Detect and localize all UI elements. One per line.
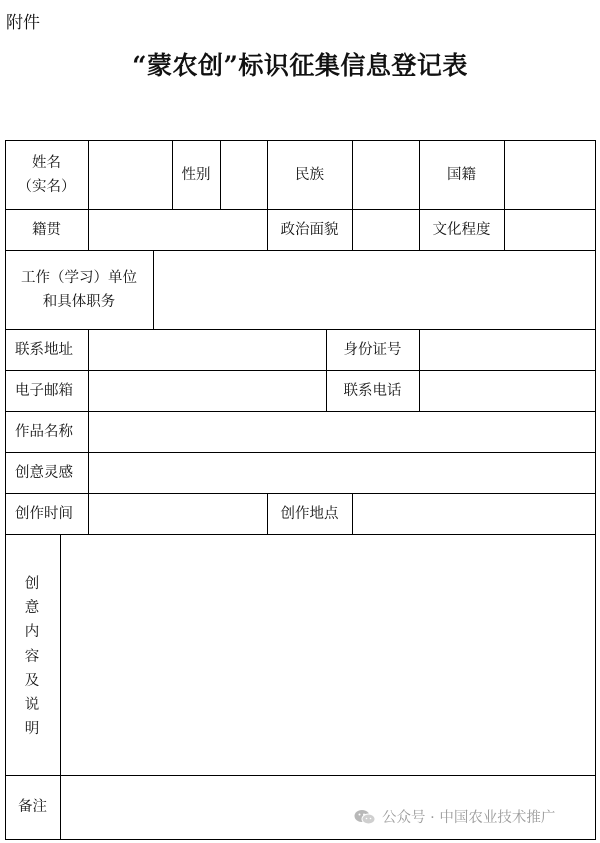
workplace-label-line2: 和具体职务	[42, 293, 116, 310]
email-field[interactable]	[89, 371, 326, 411]
native-place-field[interactable]	[89, 210, 267, 250]
name-label-line1: 姓名	[32, 154, 61, 171]
name-label	[5, 140, 88, 209]
creation-place-label: 创作地点	[280, 505, 339, 522]
gender-field[interactable]	[221, 141, 267, 209]
political-status-label: 政治面貌	[280, 221, 339, 238]
email-label: 电子邮箱	[15, 382, 73, 399]
name-field[interactable]	[89, 141, 172, 209]
gender-label: 性别	[181, 166, 211, 183]
education-field[interactable]	[505, 210, 595, 250]
phone-label: 联系电话	[343, 382, 402, 399]
work-name-label: 作品名称	[15, 423, 73, 440]
wechat-icon	[354, 809, 376, 825]
id-number-label: 身份证号	[343, 341, 402, 358]
id-number-field[interactable]	[420, 330, 595, 370]
inspiration-field[interactable]	[89, 453, 595, 493]
inspiration-label: 创意灵感	[15, 464, 73, 481]
political-status-field[interactable]	[353, 210, 419, 250]
native-place-label: 籍贯	[32, 221, 61, 238]
watermark	[354, 806, 555, 827]
address-field[interactable]	[89, 330, 326, 370]
work-name-field[interactable]	[89, 412, 595, 452]
workplace-field[interactable]	[154, 251, 595, 329]
workplace-label-line1: 工作（学习）单位	[21, 269, 137, 286]
creation-time-label: 创作时间	[15, 505, 73, 522]
education-label: 文化程度	[432, 221, 491, 238]
nationality-label: 国籍	[447, 166, 476, 183]
nationality-field[interactable]	[505, 141, 595, 209]
creation-place-field[interactable]	[353, 494, 595, 534]
watermark-text: 公众号 · 中国农业技术推广	[382, 810, 556, 826]
phone-field[interactable]	[420, 371, 595, 411]
address-label: 联系地址	[15, 341, 73, 358]
creation-time-field[interactable]	[89, 494, 267, 534]
workplace-label	[5, 250, 153, 329]
description-label: 创 意 内 容 及 说 明	[24, 576, 40, 738]
remarks-label: 备注	[18, 799, 47, 815]
attachment-label: 附件	[6, 13, 40, 33]
name-label-line2: （实名）	[17, 178, 76, 195]
ethnicity-label: 民族	[295, 166, 324, 183]
ethnicity-field[interactable]	[353, 141, 419, 209]
description-field[interactable]	[61, 535, 595, 775]
form-title: “蒙农创”标识征集信息登记表	[132, 51, 468, 80]
